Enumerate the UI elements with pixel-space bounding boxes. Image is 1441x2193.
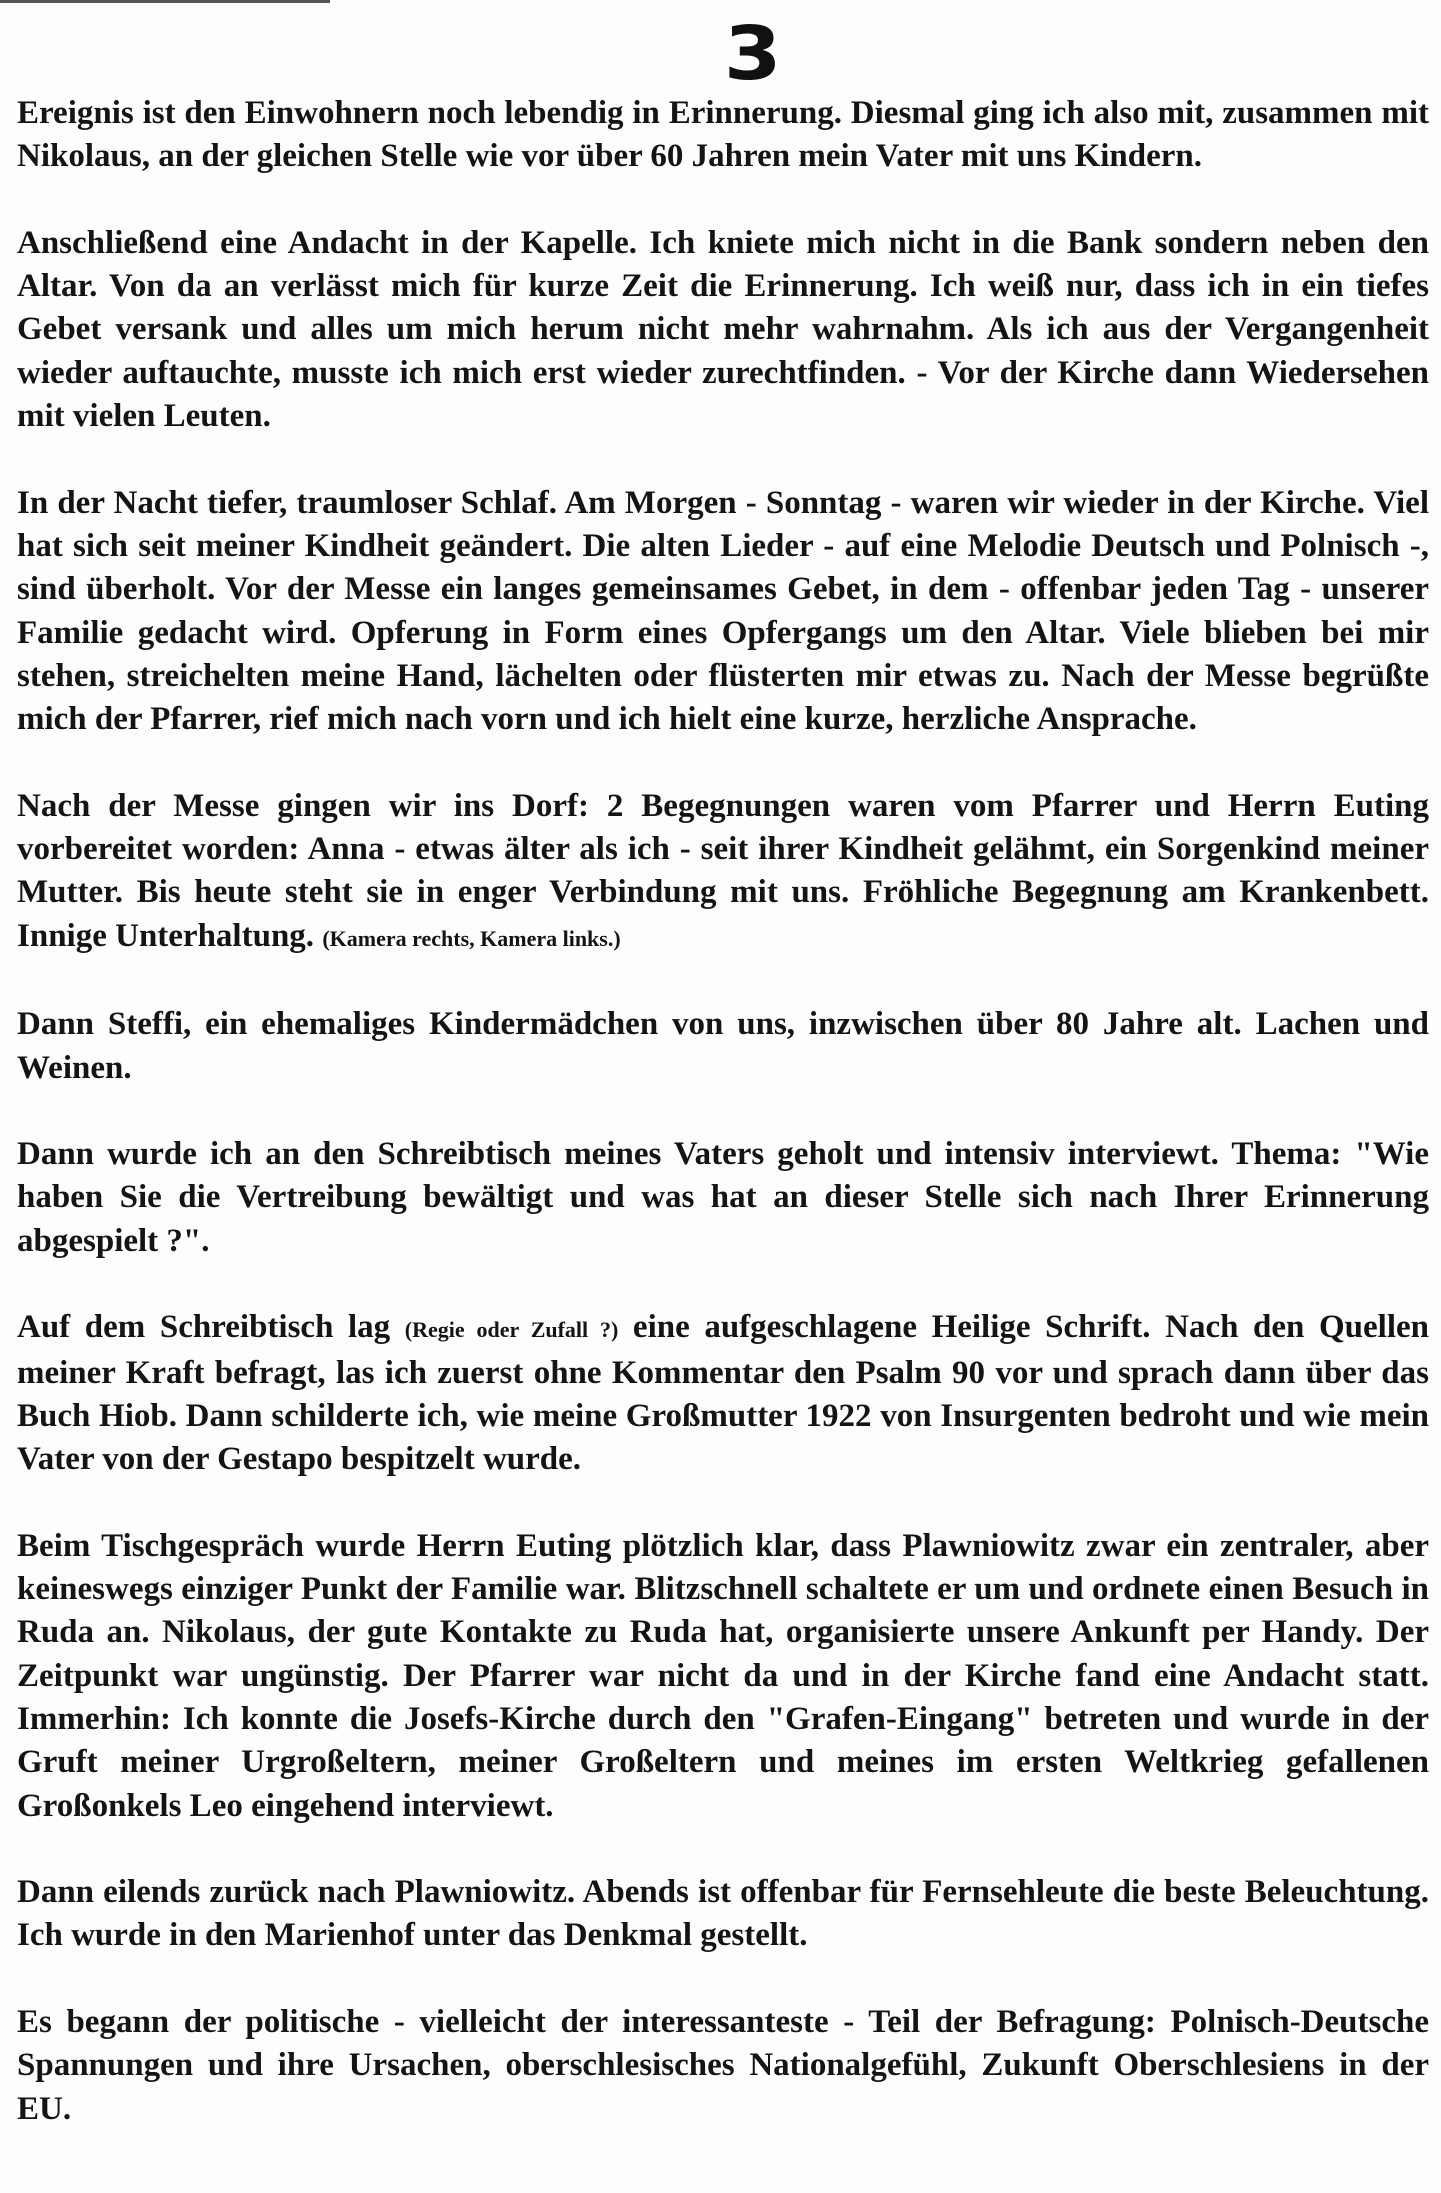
director-note: (Regie oder Zufall ?) <box>404 1317 619 1343</box>
paragraph-7-text-before: Auf dem Schreibtisch lag <box>17 1309 391 1346</box>
paragraph-3: In der Nacht tiefer, traumloser Schlaf. Am Morgen - Sonntag - waren wir wieder in der Kirche. Viel hat sich seit meiner Kindheit geändert. Die alten Lieder - auf eine Melodie Deutsch und Polnisch -, sind überholt. Vor der Messe ein langes gemeinsames Gebet, in dem - offenbar jeden Tag - unserer Familie gedacht wird. Opferung in Form eines Opfergangs um den Altar. Viele blieben bei mir stehen, streichelten meine Hand, lächelten oder flüsterten mir etwas zu. Nach der Messe begrüßte mich der Pfarrer, rief mich nach vorn und ich hielt eine kurze, herzliche Ansprache. <box>17 484 1429 738</box>
paragraph-5: Dann Steffi, ein ehemaliges Kindermädchen von uns, inzwischen über 80 Jahre alt. Lachen und Weinen. <box>17 1006 1429 1086</box>
camera-note: (Kamera rechts, Kamera links.) <box>322 925 621 951</box>
paragraph-2: Anschließend eine Andacht in der Kapelle. Ich kniete mich nicht in die Bank sondern neben den Altar. Von da an verlässt mich für kurze Zeit die Erinnerung. Ich weiß nur, dass ich in ein tiefes Gebet versank und alles um mich herum nicht mehr wahrnahm. Als ich aus der Vergangenheit wieder auftauchte, musste ich mich erst wieder zurechtfinden. - Vor der Kirche dann Wiedersehen mit vielen Leuten. <box>17 224 1429 435</box>
paragraph-7-text-after: eine aufgeschlagene Heilige Schrift. Nach den Quellen meiner Kraft befragt, las ich zuerst ohne Kommentar den Psalm 90 vor und sprach dann über das Buch Hiob. Dann schilderte ich, wie meine Großmutter 1922 von Insurgenten bedroht und wie mein Vater von der Gestapo bespitzelt wurde. <box>17 1309 1429 1478</box>
paragraph-10: Es begann der politische - vielleicht der interessanteste - Teil der Befragung: Polnisch-Deutsche Spannungen und ihre Ursachen, oberschlesisches Nationalgefühl, Zukunft Oberschlesiens in der EU. <box>17 2004 1429 2127</box>
paragraph-1: Ereignis ist den Einwohnern noch lebendig in Erinnerung. Diesmal ging ich also mit, zusammen mit Nikolaus, an der gleichen Stelle wie vor über 60 Jahren mein Vater mit uns Kindern. <box>17 95 1429 175</box>
paragraph-6: Dann wurde ich an den Schreibtisch meines Vaters geholt und intensiv interviewt. Thema: "Wie haben Sie die Vertreibung bewältigt und was hat an dieser Stelle sich nach Ihrer Erinnerung abgespielt ?". <box>17 1136 1429 1259</box>
paragraph-7 <box>17 1306 1429 1481</box>
page-number: 3 <box>723 11 782 97</box>
paragraph-8: Beim Tischgespräch wurde Herrn Euting plötzlich klar, dass Plawniowitz zwar ein zentraler, aber keineswegs einziger Punkt der Familie war. Blitzschnell schaltete er um und ordnete einen Besuch in Ruda an. Nikolaus, der gute Kontakte zu Ruda hat, organisierte unsere Ankunft per Handy. Der Zeitpunkt war ungünstig. Der Pfarrer war nicht da und in der Kirche fand eine Andacht statt. Immerhin: Ich konnte die Josefs-Kirche durch den "Grafen-Eingang" betreten und wurde in der Gruft meiner Urgroßeltern, meiner Großeltern und meines im ersten Weltkrieg gefallenen Großonkels Leo eingehend interviewt. <box>17 1527 1429 1824</box>
body-text <box>17 92 1429 2174</box>
top-rule <box>0 0 330 3</box>
paragraph-4 <box>17 785 1429 960</box>
paragraph-9: Dann eilends zurück nach Plawniowitz. Abends ist offenbar für Fernsehleute die beste Beleuchtung. Ich wurde in den Marienhof unter das Denkmal gestellt. <box>17 1874 1429 1954</box>
paragraph-4-text: Nach der Messe gingen wir ins Dorf: 2 Begegnungen waren vom Pfarrer und Herrn Euting vorbereitet worden: Anna - etwas älter als ich - seit ihrer Kindheit gelähmt, ein Sorgenkind meiner Mutter. Bis heute steht sie in enger Verbindung mit uns. Fröhliche Begegnung am Krankenbett. Innige Unterhaltung. <box>17 787 1429 954</box>
